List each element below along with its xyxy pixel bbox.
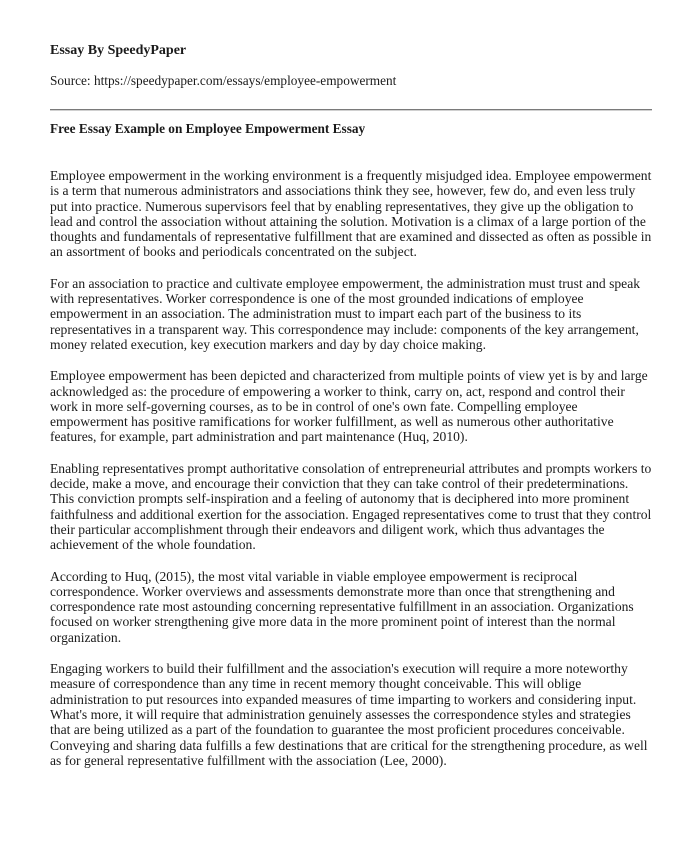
essay-paragraph: For an association to practice and cultivate employee empowerment, the administration must trust and speak with representatives. Worker correspondence is one of the most grounded indications of employee empowerment in an association. The administration must to impart each part of the business to its representatives in a transparent way. This correspondence may include: components of the key arrangement, money related execution, key execution markers and day by day choice making. [50, 275, 641, 352]
essay-body [50, 168, 652, 784]
essay-paragraph: Employee empowerment has been depicted and characterized from multiple points of view yet is by and large acknowledged as: the procedure of empowering a worker to think, carry on, act, respond and control their work in more self-governing courses, as to be in control of one's own fate. Compelling employee empowerment has positive ramifications for worker fulfillment, as well as numerous other authoritative features, for example, part administration and part maintenance (Huq, 2010). [50, 368, 648, 445]
essay-paragraph: Enabling representatives prompt authoritative consolation of entrepreneurial attributes and prompts workers to decide, make a move, and encourage their conviction that they can take control of their predeterminations. This conviction prompts self-inspiration and a feeling of autonomy that is deciphered into more prominent faithfulness and additional exertion for the association. Engaged representatives come to trust that they control their particular accomplishment through their endeavors and diligent work, which thus advantages the achievement of the whole foundation. [50, 460, 652, 553]
source-line: Source: https://speedypaper.com/essays/employee-empowerment [50, 73, 397, 88]
document-title: Essay By SpeedyPaper [50, 43, 187, 58]
header-divider [50, 109, 652, 111]
essay-paragraph: Employee empowerment in the working environment is a frequently misjudged idea. Employee empowerment is a term that numerous administrators and associations think they see, however, few do, and even less truly put into practice. Numerous supervisors feel that by enabling representatives, they give up the obligation to lead and control the association without attaining the solution. Motivation is a climax of a large portion of the thoughts and fundamentals of representative fulfillment that are examined and dissected as often as possible in an assortment of books and periodicals concentrated on the subject. [50, 168, 652, 260]
essay-heading: Free Essay Example on Employee Empowerment Essay [50, 121, 366, 136]
essay-paragraph: Engaging workers to build their fulfillment and the association's execution will require a more noteworthy measure of correspondence than any time in recent memory thought conceivable. This will oblige administration to put resources into expanded measures of time imparting to workers and considering input. What's more, it will require that administration genuinely assesses the correspondence styles and strategies that are being utilized as a part of the foundation to guarantee the most proficient procedures conceivable. Conveying and sharing data fulfills a few destinations that are critical for the strengthening procedure, as well as for general representative fulfillment with the association (Lee, 2000). [50, 661, 648, 768]
essay-paragraph: According to Huq, (2015), the most vital variable in viable employee empowerment is reciprocal correspondence. Worker overviews and assessments demonstrate more than once that strengthening and correspondence rate most astounding concerning representative fulfillment in an association. Organizations focused on worker strengthening give more data in the more prominent point of interest than the normal organization. [50, 568, 634, 645]
